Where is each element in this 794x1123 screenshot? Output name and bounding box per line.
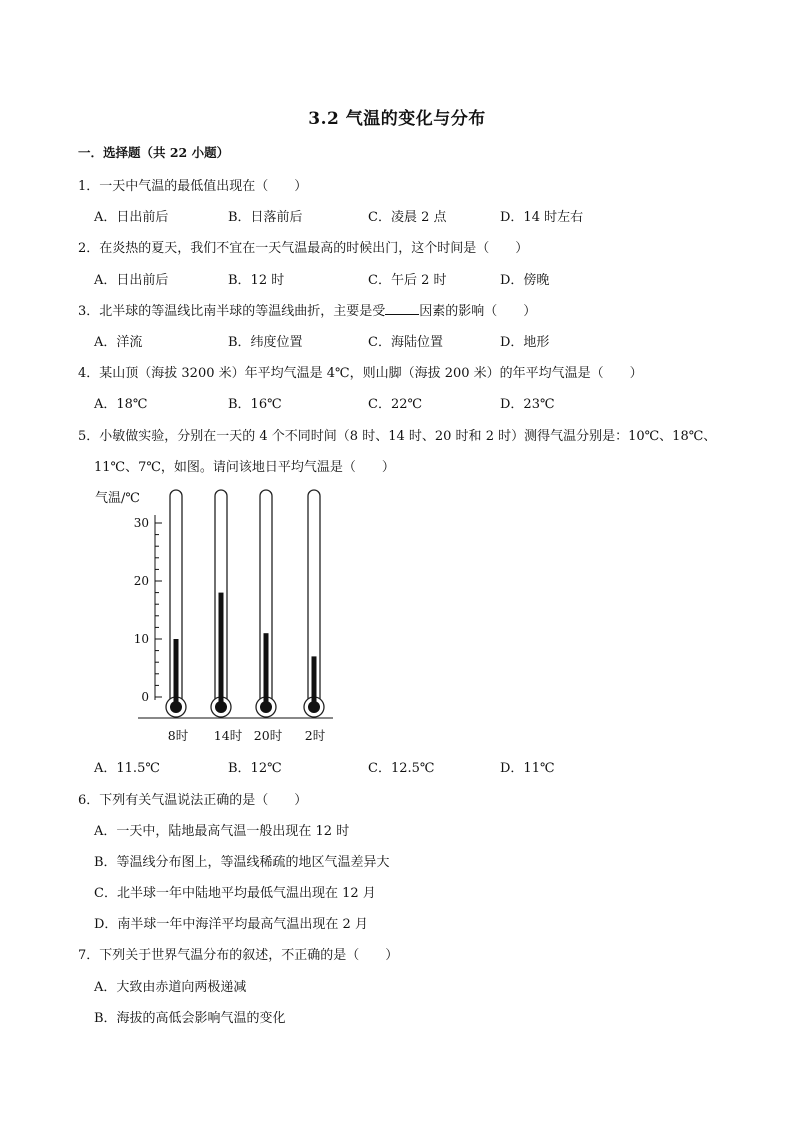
question-5-option-a: A．11.5℃	[94, 761, 160, 776]
question-1-stem: 1．一天中气温的最低值出现在（ ）	[78, 179, 308, 194]
question-2-option-a: A．日出前后	[94, 273, 169, 288]
temperature-bar	[174, 639, 179, 707]
question-2-stem: 2．在炎热的夏天，我们不宜在一天气温最高的时候出门，这个时间是（ ）	[78, 241, 529, 256]
x-axis-category-label: 2时	[304, 728, 326, 743]
x-axis-category-label: 8时	[167, 728, 189, 743]
question-5-option-d: D．11℃	[500, 761, 555, 776]
question-5-option-c: C．12.5℃	[368, 761, 435, 776]
question-5-stem-line1: 5．小敏做实验，分别在一天的 4 个不同时间（8 时、14 时、20 时和 2 时）测得气温分别是：10℃、18℃、	[78, 429, 717, 444]
question-1-option-b: B．日落前后	[228, 210, 303, 225]
question-6-option-a: A．一天中，陆地最高气温一般出现在 12 时	[94, 824, 350, 839]
x-axis-category-label: 14时	[213, 728, 243, 743]
temperature-bar	[264, 633, 269, 707]
question-6-option-c: C．北半球一年中陆地平均最低气温出现在 12 月	[94, 886, 376, 901]
question-6-option-d: D．南半球一年中海洋平均最高气温出现在 2 月	[94, 917, 368, 932]
thermometer	[211, 490, 243, 743]
question-3-option-d: D．地形	[500, 335, 550, 350]
y-axis-tick-label: 20	[133, 574, 149, 588]
thermometer	[304, 490, 326, 743]
thermometer	[254, 490, 283, 743]
question-7-option-b: B．海拔的高低会影响气温的变化	[94, 1011, 286, 1026]
page-title: 3.2 气温的变化与分布	[308, 109, 486, 129]
temperature-bar	[219, 593, 224, 707]
question-1-option-a: A．日出前后	[94, 210, 169, 225]
section-heading: 一．选择题（共 22 小题）	[78, 145, 230, 160]
question-3-stem-before: 3．北半球的等温线比南半球的等温线曲折，主要是受	[78, 304, 386, 319]
question-7-option-a: A．大致由赤道向两极递减	[94, 980, 247, 995]
x-axis-category-label: 20时	[253, 728, 283, 743]
question-2-option-d: D．傍晚	[500, 273, 550, 288]
question-2-option-c: C．午后 2 时	[368, 273, 447, 288]
question-5-option-b: B．12℃	[228, 761, 282, 776]
question-3-option-a: A．洋流	[94, 335, 143, 350]
thermometer	[166, 490, 189, 743]
question-3-option-c: C．海陆位置	[368, 335, 443, 350]
temperature-bar	[312, 656, 317, 707]
question-1-option-d: D．14 时左右	[500, 210, 584, 225]
chart-y-axis-label: 气温/℃	[95, 491, 140, 506]
question-4-option-b: B．16℃	[228, 397, 282, 412]
question-2-option-b: B．12 时	[228, 273, 285, 288]
question-6-option-b: B．等温线分布图上，等温线稀疏的地区气温差异大	[94, 855, 390, 870]
question-6-stem: 6．下列有关气温说法正确的是（ ）	[78, 793, 308, 808]
question-4-stem: 4．某山顶（海拔 3200 米）年平均气温是 4℃，则山脚（海拔 200 米）的年平均气温是（ ）	[78, 366, 643, 381]
y-axis-tick-label: 10	[133, 632, 149, 646]
question-3-stem-after: 因素的影响（ ）	[419, 304, 537, 319]
question-4-option-c: C．22℃	[368, 397, 423, 412]
y-axis-tick-label: 30	[133, 516, 149, 530]
question-3-option-b: B．纬度位置	[228, 335, 303, 350]
question-5-stem-line2: 11℃、7℃，如图。请问该地日平均气温是（ ）	[94, 460, 395, 475]
question-7-stem: 7．下列关于世界气温分布的叙述，不正确的是（ ）	[78, 948, 399, 963]
question-4-option-a: A．18℃	[94, 397, 148, 412]
question-4-option-d: D．23℃	[500, 397, 555, 412]
y-axis-tick-label: 0	[141, 690, 149, 704]
question-1-option-c: C．凌晨 2 点	[368, 210, 447, 225]
